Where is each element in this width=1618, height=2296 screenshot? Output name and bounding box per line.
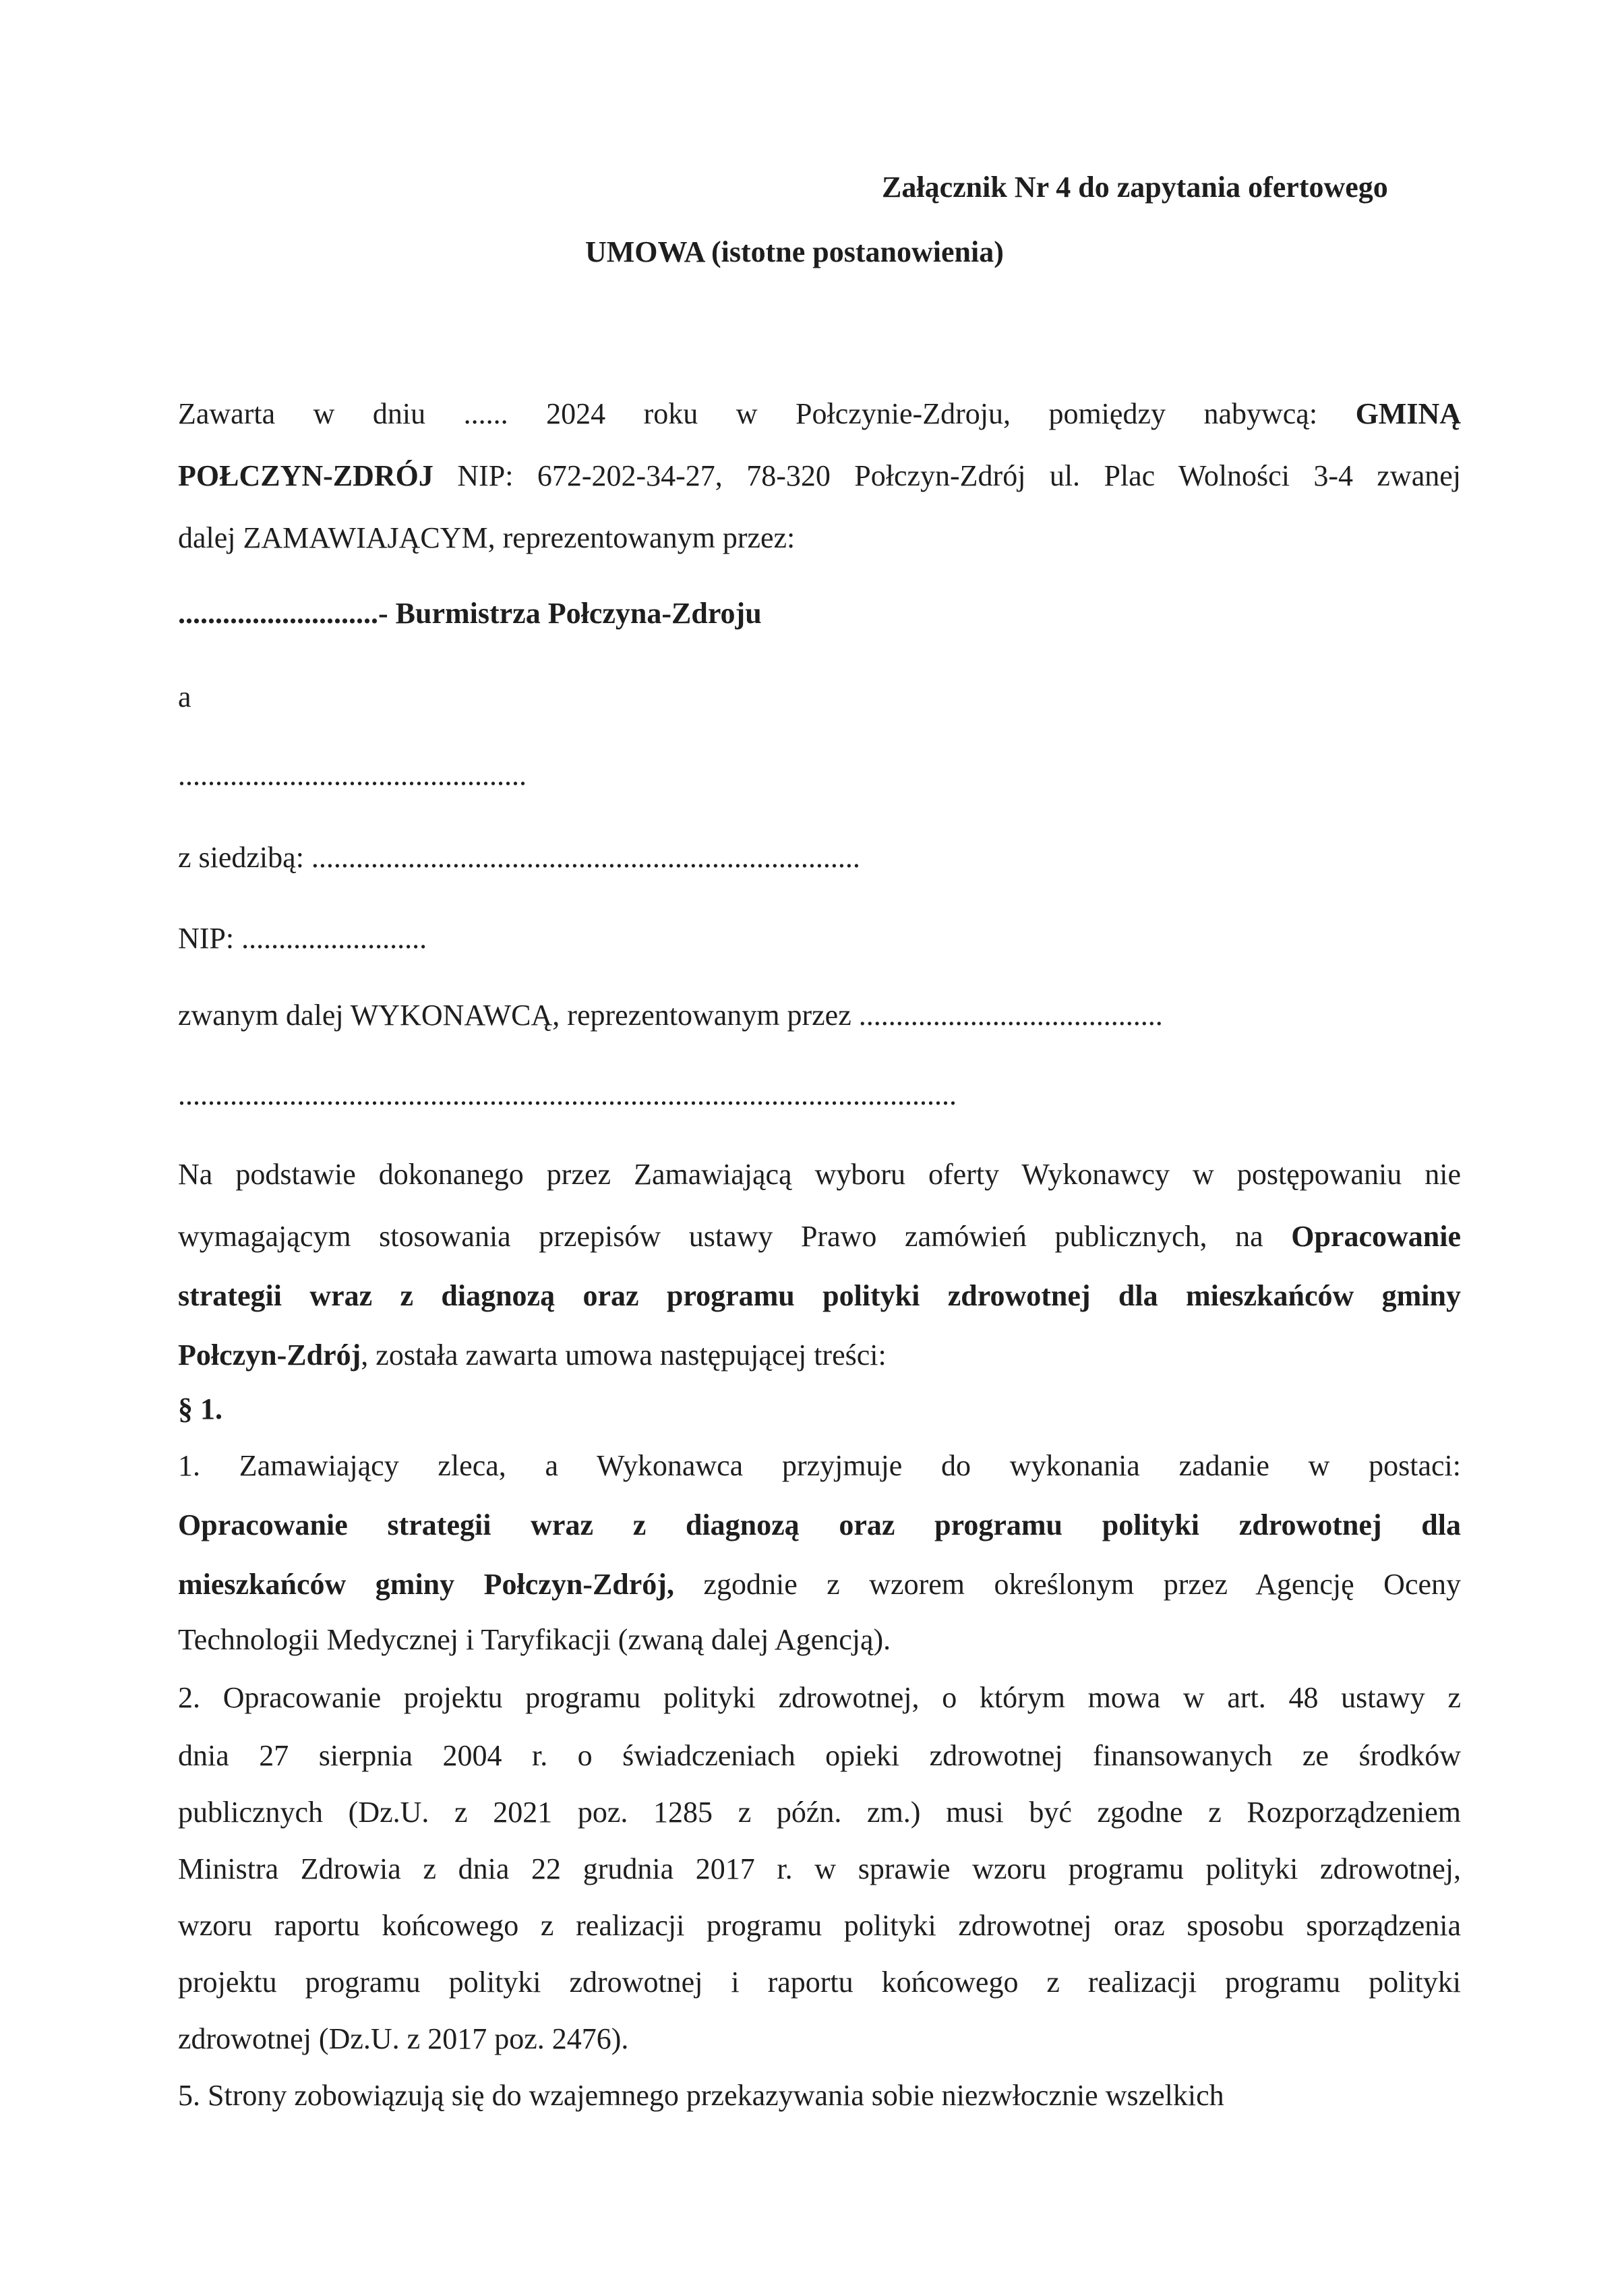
contractor-representative-cont: ......................................................................................................... [178, 1078, 957, 1111]
intro-line-1: Zawarta w dniu ...... 2024 roku w Połczynie-Zdroju, pomiędzy nabywcą: GMINĄ [178, 397, 1461, 430]
basis-line-3: strategii wraz z diagnozą oraz programu polityki zdrowotnej dla mieszkańców gminy [178, 1279, 1461, 1312]
clause-5-line-1: 5. Strony zobowiązują się do wzajemnego przekazywania sobie niezwłocznie wszelkich [178, 2079, 1224, 2112]
clause-2-line-2: dnia 27 sierpnia 2004 r. o świadczeniach opieki zdrowotnej finansowanych ze środków [178, 1739, 1461, 1772]
clause-1-line-1: 1. Zamawiający zleca, a Wykonawca przyjmuje do wykonania zadanie w postaci: [178, 1449, 1461, 1482]
basis-line-4: Połczyn-Zdrój, została zawarta umowa następującej treści: [178, 1338, 887, 1372]
contractor-representative: zwanym dalej WYKONAWCĄ, reprezentowanym przez ......................................... [178, 999, 1163, 1032]
contractor-name-blank: ............................................... [178, 759, 527, 792]
contractor-seat: z siedzibą: .......................................................................... [178, 841, 860, 874]
clause-2-line-7: zdrowotnej (Dz.U. z 2017 poz. 2476). [178, 2022, 629, 2055]
intro-line-3: dalej ZAMAWIAJĄCYM, reprezentowanym przez: [178, 521, 796, 554]
clause-2-line-1: 2. Opracowanie projektu programu polityki zdrowotnej, o którym mowa w art. 48 ustawy z [178, 1681, 1461, 1714]
clause-1-line-2: Opracowanie strategii wraz z diagnozą oraz programu polityki zdrowotnej dla [178, 1508, 1461, 1541]
intro-line-2: POŁCZYN-ZDRÓJ NIP: 672-202-34-27, 78-320 Połczyn-Zdrój ul. Plac Wolności 3-4 zwanej [178, 459, 1461, 492]
clause-2-line-3: publicznych (Dz.U. z 2021 poz. 1285 z późn. zm.) musi być zgodne z Rozporządzeniem [178, 1796, 1461, 1829]
clause-2-line-5: wzoru raportu końcowego z realizacji programu polityki zdrowotnej oraz sposobu sporządzenia [178, 1909, 1461, 1942]
section-heading: § 1. [178, 1392, 222, 1425]
basis-line-2: wymagającym stosowania przepisów ustawy Prawo zamówień publicznych, na Opracowanie [178, 1220, 1461, 1253]
and-word: a [178, 680, 191, 713]
clause-2-line-4: Ministra Zdrowia z dnia 22 grudnia 2017 r. w sprawie wzoru programu polityki zdrowotnej, [178, 1852, 1461, 1885]
clause-1-line-3: mieszkańców gminy Połczyn-Zdrój, zgodnie z wzorem określonym przez Agencję Oceny [178, 1568, 1462, 1601]
clause-1-line-4: Technologii Medycznej i Taryfikacji (zwaną dalej Agencją). [178, 1623, 891, 1656]
basis-line-1: Na podstawie dokonanego przez Zamawiającą wyboru oferty Wykonawcy w postępowaniu nie [178, 1158, 1461, 1191]
mayor-line: ...........................- Burmistrza Połczyna-Zdroju [178, 597, 762, 630]
clause-2-line-6: projektu programu polityki zdrowotnej i raportu końcowego z realizacji programu polityki [178, 1966, 1461, 1999]
contractor-nip: NIP: ......................... [178, 922, 427, 955]
attachment-label: Załącznik Nr 4 do zapytania ofertowego [882, 171, 1388, 204]
document-title: UMOWA (istotne postanowienia) [585, 235, 1004, 268]
